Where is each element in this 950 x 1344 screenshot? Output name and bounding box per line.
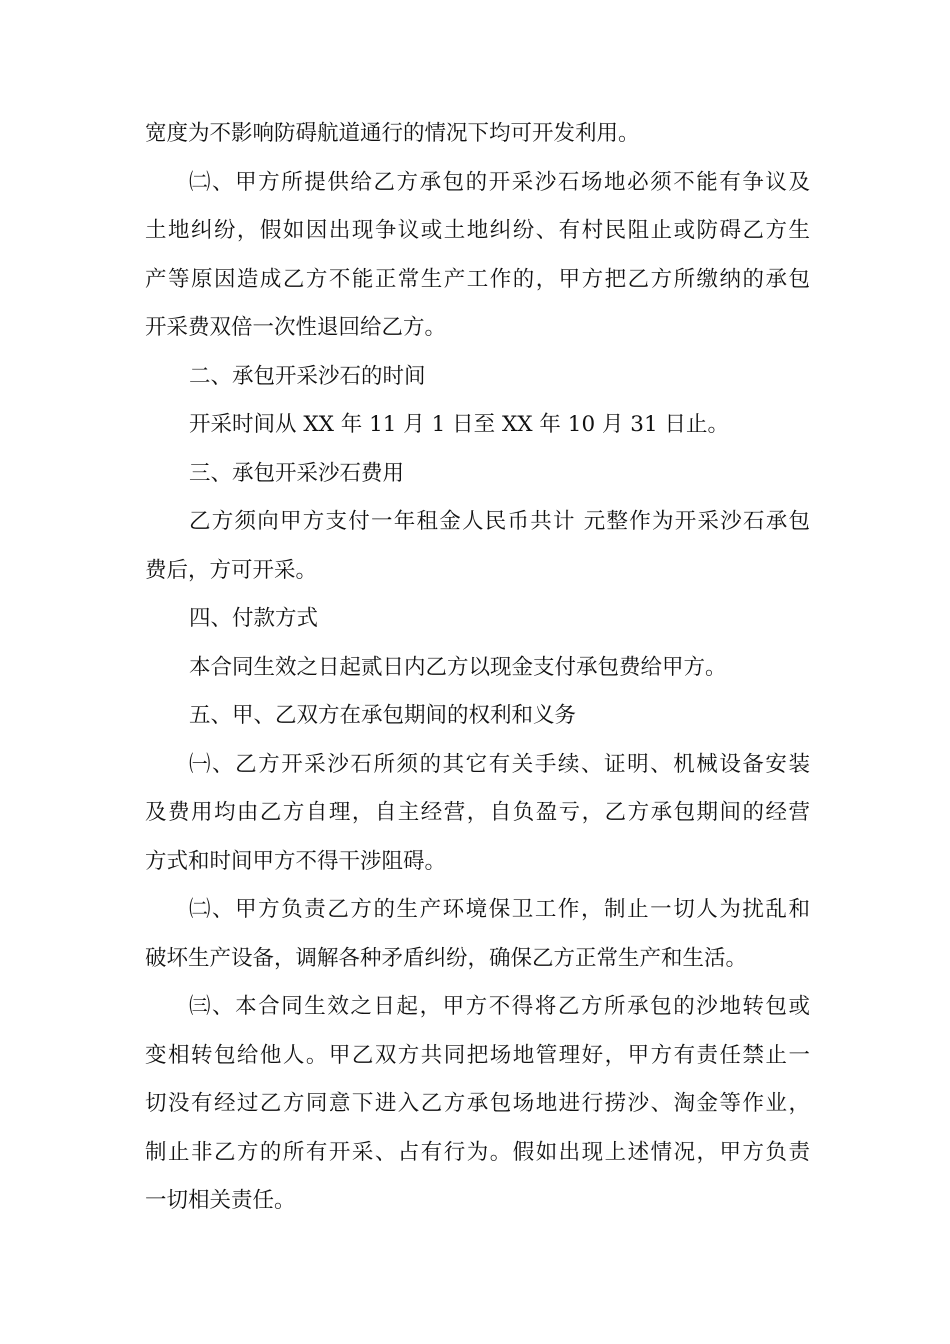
text-line: 变相转包给他人。甲乙双方共同把场地管理好，甲方有责任禁止一 (145, 1042, 810, 1068)
text-line: 一切相关责任。 (145, 1188, 296, 1213)
text-line: 土地纠纷，假如因出现争议或土地纠纷、有村民阻止或防碍乙方生 (145, 218, 810, 243)
text-line: 开采费双倍一次性退回给乙方。 (145, 315, 447, 340)
text-line: ㈢、本合同生效之日起，甲方不得将乙方所承包的沙地转包或 (189, 994, 810, 1019)
text-line: ㈠、乙方开采沙石所须的其它有关手续、证明、机械设备安装 (189, 751, 810, 777)
section-heading: 四、付款方式 (189, 606, 319, 631)
text-line: 开采时间从 XX 年 11 月 1 日至 XX 年 10 月 31 日止。 (189, 412, 729, 437)
section-heading: 二、承包开采沙石的时间 (189, 363, 426, 389)
text-line: 宽度为不影响防碍航道通行的情况下均可开发利用。 (145, 121, 640, 146)
text-line: 及费用均由乙方自理，自主经营，自负盈亏，乙方承包期间的经营 (145, 800, 810, 825)
text-line: 本合同生效之日起贰日内乙方以现金支付承包费给甲方。 (189, 654, 727, 680)
text-line: ㈡、甲方负责乙方的生产环境保卫工作，制止一切人为扰乱和 (189, 897, 810, 922)
section-heading: 五、甲、乙双方在承包期间的权利和义务 (189, 703, 577, 728)
text-line: ㈡、甲方所提供给乙方承包的开采沙石场地必须不能有争议及 (189, 169, 810, 195)
text-line: 乙方须向甲方支付一年租金人民币共计 元整作为开采沙石承包 (189, 509, 810, 534)
text-line: 破坏生产设备，调解各种矛盾纠纷，确保乙方正常生产和生活。 (145, 945, 748, 971)
text-line: 切没有经过乙方同意下进入乙方承包场地进行捞沙、淘金等作业， (145, 1091, 810, 1116)
document-body (145, 110, 810, 1226)
text-line: 费后，方可开采。 (145, 557, 318, 583)
section-heading: 三、承包开采沙石费用 (189, 460, 405, 486)
text-line: 制止非乙方的所有开采、占有行为。假如出现上述情况，甲方负责 (145, 1139, 810, 1165)
text-line: 方式和时间甲方不得干涉阻碍。 (145, 848, 447, 874)
text-line: 产等原因造成乙方不能正常生产工作的，甲方把乙方所缴纳的承包 (145, 266, 810, 292)
